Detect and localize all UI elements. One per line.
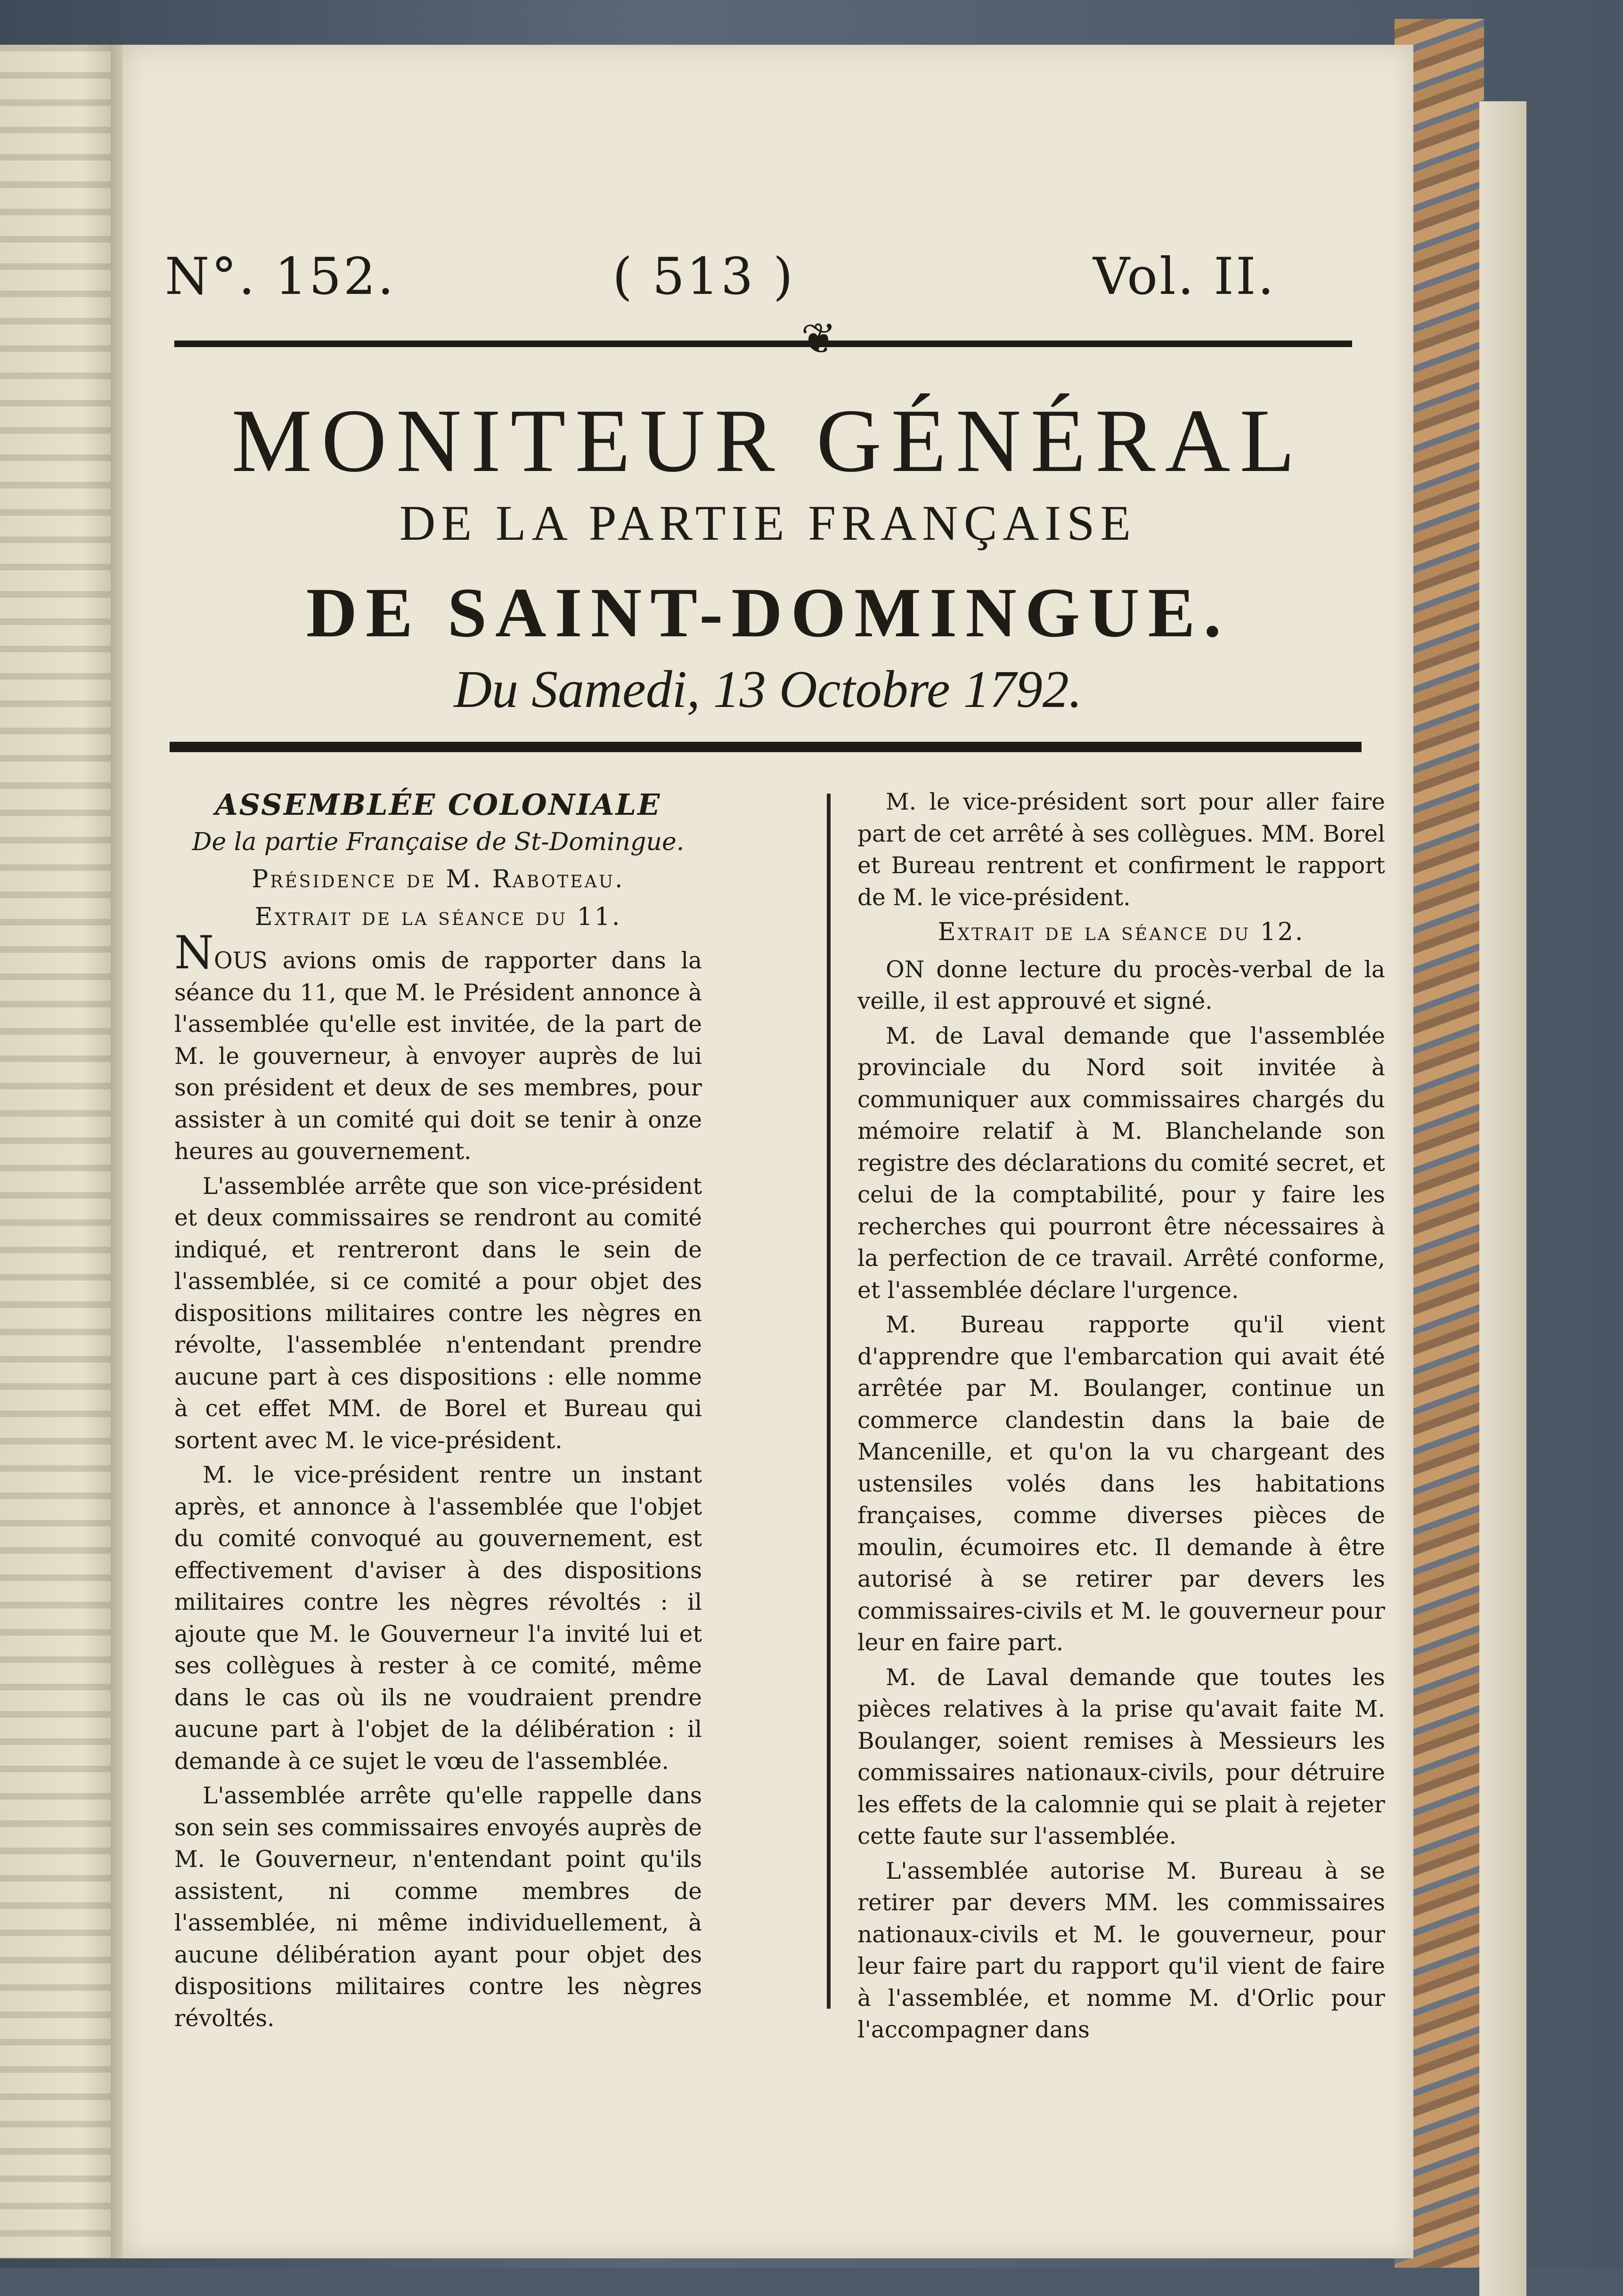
left-column [174, 789, 702, 2037]
presidency-line: Présidence de M. Raboteau. [252, 865, 625, 893]
paragraph: NOUS avions omis de rapporter dans la séance du 11, que M. le Président annonce à l'assemblée qu'elle est invitée, de la part de M. le gouverneur, à envoyer auprès de lui son président et deux de ses membres, pour assister à un comité qui doit se tenir à onze heures au gouvernement. [174, 926, 702, 1165]
section-subheading: De la partie Française de St-Domingue. [192, 828, 685, 856]
paragraph: L'assemblée arrête que son vice-président et deux commissaires se rendront au comité indiqué, et rentreront dans le sein de l'assemblée, si ce comité a pour objet des dispositions militaires contre les nègres en révolte, l'assemblée n'entendant prendre aucune part à ces dispositions : elle nomme à cet effet MM. de Borel et Bureau qui sortent avec M. le vice-président. [174, 1173, 702, 1454]
paragraph: ON donne lecture du procès-verbal de la veille, il est approuvé et signé. [857, 956, 1385, 1014]
header-rule [174, 341, 1352, 347]
extract-heading: Extrait de la séance du 12. [938, 918, 1305, 946]
paragraph: L'assemblée autorise M. Bureau à se retirer par devers MM. les commissaires nationaux-civils et M. le gouverneur, pour leur faire part du rapport qu'il vient de faire à l'assemblée, et nomme M. d'Orlic pour l'accompagner dans [857, 1858, 1385, 2043]
issue-date: Du Samedi, 13 Octobre 1792. [454, 660, 1082, 719]
facing-page-edge [0, 45, 118, 2258]
issue-number: N°. 152. [165, 247, 396, 306]
page-number: ( 513 ) [612, 247, 795, 306]
paragraph: M. le vice-président rentre un instant après, et annonce à l'assemblée que l'objet du comité convoqué au gouvernement, est effectivement d'aviser à des dispositions militaires contre les nègres révoltés : il ajoute que M. le Gouverneur l'a invité lui et ses collègues à rester à ce comité, même dans le cas où ils ne voudraient prendre aucune part à l'objet de la délibération : il demande à ce sujet le vœu de l'assemblée. [174, 1462, 702, 1775]
column-divider [827, 794, 831, 2009]
masthead-subtitle-2: DE SAINT-DOMINGUE. [306, 574, 1230, 652]
masthead-title: MONITEUR GÉNÉRAL [231, 390, 1305, 491]
right-column [857, 787, 1385, 2049]
paragraph: M. Bureau rapporte qu'il vient d'apprendre que l'embarcation qui avait été arrêtée par M. Boulanger, continue un commerce clandestin dans la baie de Mancenille, et qu'on la vu chargeant des ustensiles volés dans les habitations françaises, comme diverses pièces de moulin, écumoires etc. Il demande à être autorisé à se retirer par devers les commissaires-civils et M. le gouverneur pour leur en faire part. [857, 1312, 1385, 1656]
paragraph: M. de Laval demande que toutes les pièces relatives à la prise qu'avait faite M. Boulanger, soient remises à Messieurs les commissaires nationaux-civils, pour détruire les effets de la calomnie qui se plait à rejeter cette faute sur l'assemblée. [857, 1664, 1385, 1850]
volume-number: Vol. II. [1093, 247, 1276, 306]
paragraph: M. de Laval demande que l'assemblée provinciale du Nord soit invitée à communiquer aux commissaires chargés du mémoire relatif à M. Blanchelande son registre des déclarations du comité secret, et celui de la comptabilité, pour y faire les recherches qui pourront être nécessaires à la perfection de ce travail. Arrêté conforme, et l'assemblée déclare l'urgence. [857, 1022, 1385, 1304]
drop-cap: N [174, 926, 214, 979]
paragraph: L'assemblée arrête qu'elle rappelle dans son sein ses commissaires envoyés auprès de M. le Gouverneur, n'entendant point qu'ils assistent, ni comme membres de l'assemblée, ni même individuellement, à aucune délibération ayant pour objet des dispositions militaires contre les nègres révoltés. [174, 1783, 702, 2032]
masthead-subtitle-1: DE LA PARTIE FRANÇAISE [399, 495, 1137, 551]
newspaper-page [122, 45, 1413, 2258]
section-heading: ASSEMBLÉE COLONIALE [215, 787, 661, 822]
masthead-rule [170, 742, 1362, 752]
extract-heading: Extrait de la séance du 11. [254, 902, 622, 931]
paragraph: M. le vice-président sort pour aller faire part de cet arrêté à ses collègues. MM. Borel et Bureau rentrent et confirment le rapport de M. le vice-président. [857, 789, 1385, 911]
ornament-icon: ❦ [801, 314, 837, 364]
